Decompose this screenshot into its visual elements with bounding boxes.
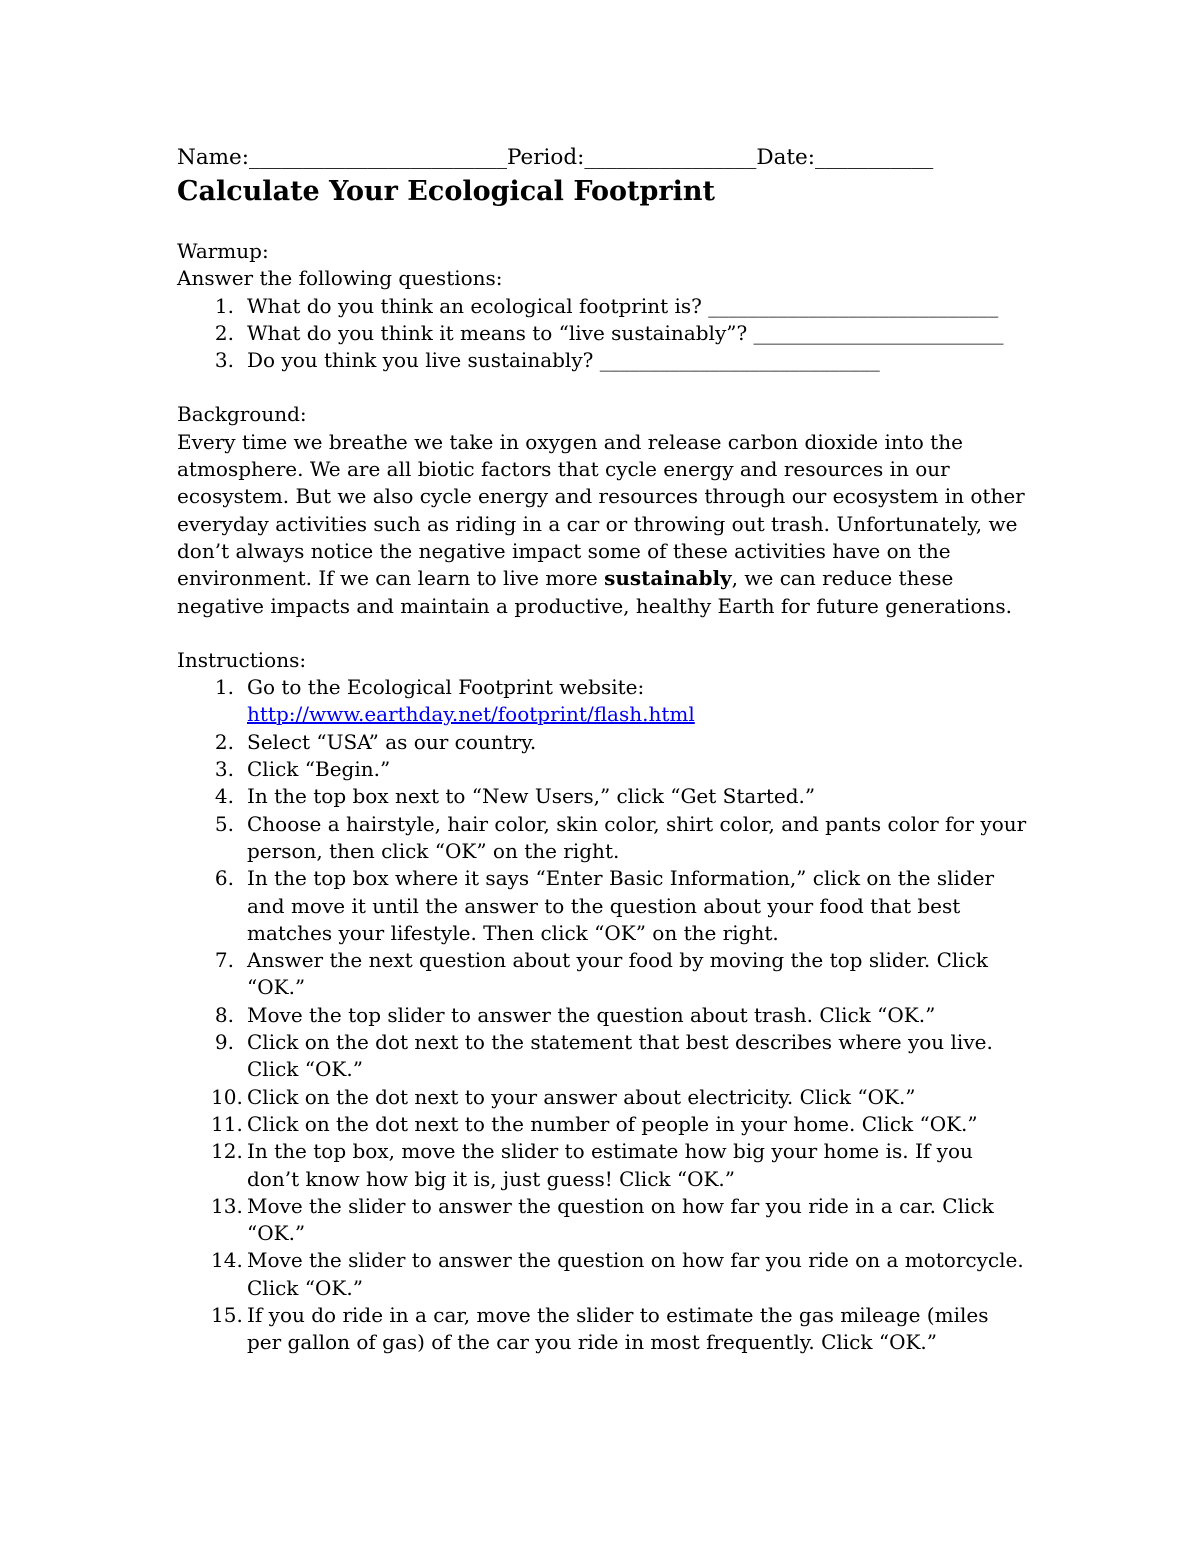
instruction-step [177, 1111, 1027, 1138]
instruction-step [177, 674, 1027, 729]
step-text: In the top box, move the slider to estimate how big your home is. If you don’t know how big it is, just guess! Click “OK.” [247, 1139, 973, 1191]
instruction-step [177, 1002, 1027, 1029]
instruction-step [177, 1029, 1027, 1084]
name-blank: ________________________ [249, 145, 507, 170]
list-number: 1. [214, 675, 234, 700]
warmup-question-list [177, 293, 1027, 375]
list-number: 3. [214, 348, 234, 373]
period-blank: ________________ [584, 145, 757, 170]
instruction-step [177, 1302, 1027, 1357]
question-text: What do you think it means to “live sustainably”? _________________________ [247, 320, 1004, 345]
warmup-question [177, 347, 1027, 374]
list-number: 1. [214, 293, 234, 318]
background-section [177, 401, 1027, 619]
step-text: Choose a hairstyle, hair color, skin color, shirt color, and pants color for your person, then click “OK” on the right. [247, 811, 1027, 863]
step-text: Move the slider to answer the question on how far you ride on a motorcycle. Click “OK.” [247, 1248, 1024, 1300]
list-number: 3. [214, 757, 234, 782]
step-text: In the top box next to “New Users,” click “Get Started.” [247, 784, 816, 809]
instructions-label: Instructions: [177, 647, 307, 672]
date-blank: ___________ [815, 145, 934, 170]
step-text: Move the slider to answer the question on how far you ride in a car. Click “OK.” [247, 1193, 994, 1246]
list-number: 13. [211, 1193, 243, 1218]
warmup-section [177, 238, 1027, 374]
worksheet-page [177, 143, 1027, 1357]
list-number: 5. [214, 811, 234, 836]
instruction-step [177, 1193, 1027, 1248]
list-number: 14. [211, 1248, 243, 1273]
instruction-step [177, 729, 1027, 756]
instruction-step [177, 756, 1027, 783]
warmup-question [177, 320, 1027, 347]
step-text: Click on the dot next to the statement that best describes where you live. Click “OK.” [247, 1030, 993, 1082]
instruction-list [177, 674, 1027, 1356]
step-text: Answer the next question about your food by moving the top slider. Click “OK.” [247, 948, 989, 1000]
step-text: In the top box where it says “Enter Basic Information,” click on the slider and move it until the answer to the question about your food that best matches your lifestyle. Then click “OK” on the right. [247, 866, 995, 945]
list-number: 10. [211, 1084, 243, 1109]
instruction-step [177, 1247, 1027, 1302]
list-number: 8. [214, 1002, 234, 1027]
spacer [177, 620, 1027, 647]
instruction-step [177, 783, 1027, 810]
list-number: 4. [214, 784, 234, 809]
background-text-start: Every time we breathe we take in oxygen and release carbon dioxide into the atmosphere. We are all biotic factors that cycle energy and resources in our ecosystem. But we also cycle energy and resources through our ecosystem in other everyday activities such as riding in a car or throwing out trash. Unfortunately, we don’t always notice the negative impact some of these activities have on the environment. If we can learn to live more [177, 429, 1025, 591]
footprint-website-link[interactable]: http://www.earthday.net/footprint/flash.html [247, 702, 695, 727]
background-bold-word: sustainably [604, 566, 732, 591]
step-text: If you do ride in a car, move the slider to estimate the gas mileage (miles per gallon of gas) of the car you ride in most frequently. Click “OK.” [247, 1302, 989, 1355]
warmup-label: Warmup: [177, 239, 269, 263]
background-text-end: , we can reduce these negative impacts and maintain a productive, healthy Earth for future generations. [177, 566, 1012, 618]
list-number: 9. [214, 1030, 234, 1055]
list-number: 15. [211, 1302, 243, 1327]
list-number: 2. [214, 320, 234, 345]
question-text: Do you think you live sustainably? ____________________________ [247, 348, 880, 373]
header-line [177, 143, 1027, 173]
name-label: Name: [177, 145, 249, 170]
background-paragraph [177, 429, 1027, 620]
page-title: Calculate Your Ecological Footprint [177, 176, 715, 207]
list-number: 7. [214, 948, 234, 973]
warmup-question [177, 293, 1027, 320]
instruction-step [177, 1138, 1027, 1193]
date-label: Date: [756, 145, 816, 170]
list-number: 11. [211, 1111, 243, 1136]
step-text: Select “USA” as our country. [247, 729, 537, 754]
instruction-step [177, 947, 1027, 1002]
step-text: Move the top slider to answer the question about trash. Click “OK.” [247, 1002, 936, 1027]
step-text: Go to the Ecological Footprint website: [247, 675, 645, 700]
instruction-step [177, 865, 1027, 947]
warmup-intro: Answer the following questions: [177, 266, 503, 291]
spacer [177, 374, 1027, 401]
period-label: Period: [507, 145, 585, 170]
list-number: 2. [214, 729, 234, 754]
step-text: Click on the dot next to the number of people in your home. Click “OK.” [247, 1111, 978, 1136]
step-text: Click on the dot next to your answer about electricity. Click “OK.” [247, 1084, 916, 1109]
question-text: What do you think an ecological footprint is? _____________________________ [247, 293, 999, 318]
instruction-step [177, 1084, 1027, 1111]
step-text: Click “Begin.” [247, 757, 391, 782]
instruction-step [177, 811, 1027, 866]
list-number: 12. [211, 1139, 243, 1164]
instructions-section [177, 647, 1027, 1357]
list-number: 6. [214, 866, 234, 891]
background-label: Background: [177, 402, 307, 427]
